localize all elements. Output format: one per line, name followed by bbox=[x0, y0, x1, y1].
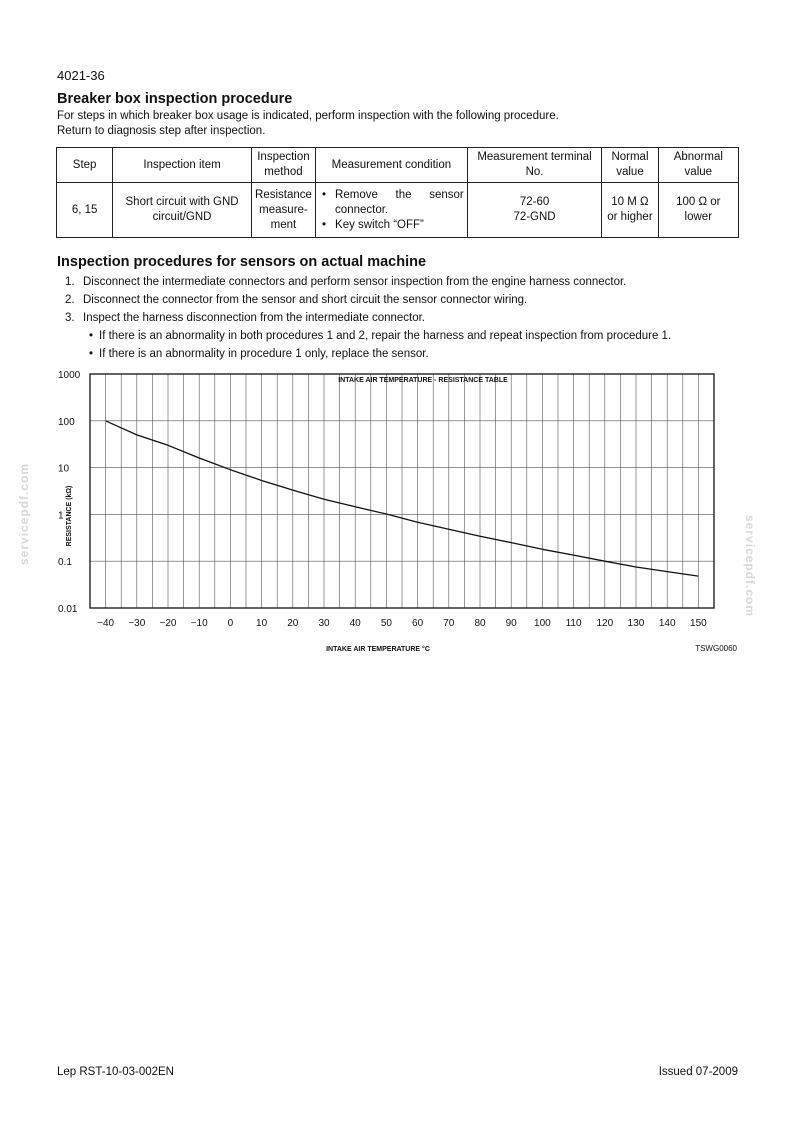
footer-issue-date: Issued 07-2009 bbox=[658, 1066, 738, 1078]
cell-inspection-method: Resistance measure-ment bbox=[251, 183, 315, 238]
page-number: 4021-36 bbox=[57, 68, 105, 83]
step-number-2: 2. bbox=[65, 294, 75, 306]
sub-bullet-list bbox=[83, 327, 757, 363]
x-tick-label: 110 bbox=[565, 618, 582, 629]
x-tick-label: −30 bbox=[128, 618, 146, 629]
header-step: Step bbox=[57, 148, 113, 183]
condition-1-line-1: Remove the sensor bbox=[335, 188, 464, 201]
header-inspection-method: Inspection method bbox=[251, 148, 315, 183]
sub-bullet-item: • If there is an abnormality in procedure 1 only, replace the sensor. bbox=[89, 348, 429, 360]
x-tick-label: 150 bbox=[690, 618, 707, 629]
chart-title: INTAKE AIR TEMPERATURE - RESISTANCE TABLE bbox=[338, 377, 508, 384]
condition-item-1: • Remove the sensor bbox=[322, 188, 464, 201]
list-item bbox=[57, 309, 757, 363]
x-tick-label: 0 bbox=[227, 618, 234, 629]
x-tick-label: 80 bbox=[474, 618, 486, 629]
x-tick-label: 90 bbox=[505, 618, 517, 629]
x-tick-label: −20 bbox=[159, 618, 177, 629]
header-measurement-condition: Measurement condition bbox=[316, 148, 468, 183]
header-measurement-terminal: Measurement terminal No. bbox=[467, 148, 602, 183]
x-tick-label: 50 bbox=[380, 618, 392, 629]
condition-item-2: • Key switch “OFF” bbox=[322, 218, 424, 231]
step-number-3: 3. bbox=[65, 312, 75, 324]
condition-1-line-2: connector. bbox=[335, 203, 389, 216]
footer-document-code: Lep RST-10-03-002EN bbox=[57, 1066, 174, 1078]
table-header-row bbox=[57, 148, 739, 183]
x-tick-label: 20 bbox=[287, 618, 299, 629]
cell-abnormal-value: 100 Ω or lower bbox=[658, 183, 738, 238]
x-tick-label: 100 bbox=[534, 618, 551, 629]
x-tick-label: −10 bbox=[190, 618, 208, 629]
procedure-list bbox=[57, 273, 757, 363]
x-tick-label: 60 bbox=[412, 618, 424, 629]
sub-bullet-1-text: If there is an abnormality in both procedures 1 and 2, repair the harness and repeat inspection from procedure 1. bbox=[99, 330, 672, 342]
cell-measurement-terminal bbox=[467, 183, 602, 238]
figure-code: TSWG0060 bbox=[695, 644, 737, 653]
list-item bbox=[57, 273, 757, 291]
x-tick-label: 30 bbox=[318, 618, 330, 629]
x-axis-label: INTAKE AIR TEMPERATURE °C bbox=[326, 646, 430, 653]
x-tick-label: 10 bbox=[256, 618, 268, 629]
intro-line-2: Return to diagnosis step after inspection. bbox=[57, 125, 266, 137]
table-row bbox=[57, 183, 739, 238]
cell-step: 6, 15 bbox=[57, 183, 113, 238]
x-tick-label: −40 bbox=[97, 618, 115, 629]
condition-2-text: Key switch “OFF” bbox=[335, 218, 424, 231]
intro-text bbox=[57, 109, 559, 139]
header-normal-value: Normal value bbox=[602, 148, 658, 183]
y-tick-label: 0.01 bbox=[58, 604, 78, 615]
x-tick-label: 70 bbox=[443, 618, 455, 629]
sub-bullet-item: • If there is an abnormality in both procedures 1 and 2, repair the harness and repeat inspection from procedure 1. bbox=[89, 330, 672, 342]
section-title-sensor-inspection: Inspection procedures for sensors on actual machine bbox=[57, 254, 427, 270]
step-1-text: Disconnect the intermediate connectors and perform sensor inspection from the engine harness connector. bbox=[83, 276, 627, 288]
x-tick-label: 130 bbox=[627, 618, 645, 629]
intro-line-1: For steps in which breaker box usage is indicated, perform inspection with the following procedure. bbox=[57, 110, 559, 122]
step-2-text: Disconnect the connector from the sensor and short circuit the sensor connector wiring. bbox=[83, 294, 528, 306]
y-tick-label: 100 bbox=[58, 416, 75, 428]
y-tick-label: 1000 bbox=[58, 370, 81, 381]
inspection-table bbox=[56, 147, 739, 238]
step-3-text: Inspect the harness disconnection from the intermediate connector. bbox=[83, 312, 426, 324]
cell-inspection-item: Short circuit with GND circuit/GND bbox=[113, 183, 252, 238]
sub-bullet-2-text: If there is an abnormality in procedure 1 only, replace the sensor. bbox=[99, 348, 429, 360]
y-tick-label: 10 bbox=[58, 463, 70, 475]
watermark-right: servicepdf.com bbox=[743, 515, 757, 618]
y-tick-label: 1 bbox=[58, 510, 64, 522]
x-tick-label: 40 bbox=[349, 618, 361, 629]
y-tick-label: 0.1 bbox=[58, 557, 72, 569]
terminal-2: 72-GND bbox=[513, 211, 556, 223]
terminal-1: 72-60 bbox=[519, 196, 550, 208]
x-tick-label: 140 bbox=[658, 618, 676, 629]
section-title-breaker-box: Breaker box inspection procedure bbox=[57, 91, 293, 107]
x-tick-label: 120 bbox=[596, 618, 614, 629]
cell-measurement-condition bbox=[316, 183, 468, 238]
header-abnormal-value: Abnormal value bbox=[658, 148, 738, 183]
header-inspection-item: Inspection item bbox=[113, 148, 252, 183]
step-number-1: 1. bbox=[65, 276, 75, 288]
watermark-left: servicepdf.com bbox=[17, 462, 31, 565]
resistance-chart bbox=[0, 360, 794, 660]
y-axis-label: RESISTANCE (kΩ) bbox=[66, 485, 73, 547]
cell-normal-value: 10 M Ω or higher bbox=[602, 183, 658, 238]
list-item bbox=[57, 291, 757, 309]
